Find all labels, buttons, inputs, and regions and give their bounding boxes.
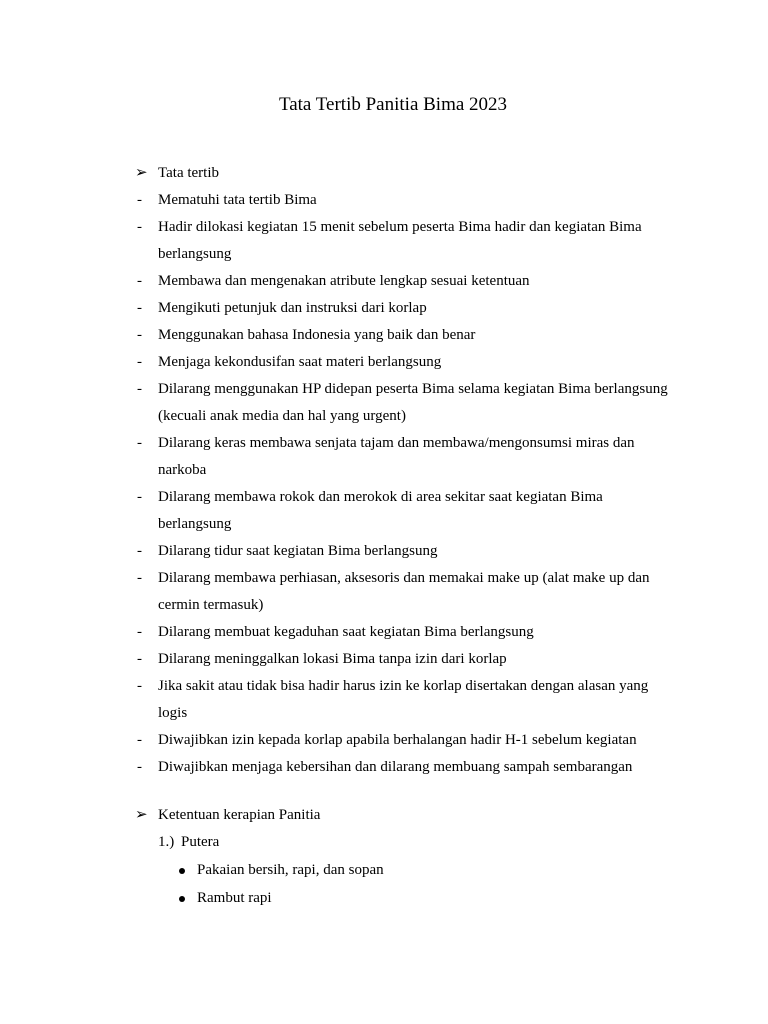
arrow-bullet-icon: ➢ xyxy=(135,165,148,181)
list-item-text: logis xyxy=(158,705,188,721)
subheading-label: Putera xyxy=(181,834,220,850)
list-item-text: Mengikuti petunjuk dan instruksi dari korlap xyxy=(158,300,427,316)
list-item-continuation xyxy=(0,700,768,727)
bullet-dot-icon xyxy=(179,868,185,874)
list-item-continuation xyxy=(0,457,768,484)
list-item-text: Menjaga kekondusifan saat materi berlangsung xyxy=(158,354,442,370)
list-item-text: Dilarang membawa rokok dan merokok di area sekitar saat kegiatan Bima xyxy=(158,489,603,505)
dash-bullet: - xyxy=(137,300,142,316)
list-item xyxy=(0,538,768,565)
list-item-text: Dilarang tidur saat kegiatan Bima berlangsung xyxy=(158,543,438,559)
list-item xyxy=(0,295,768,322)
document-title: Tata Tertib Panitia Bima 2023 xyxy=(278,94,508,115)
bullet-text: Pakaian bersih, rapi, dan sopan xyxy=(197,862,384,878)
list-item-text: Membawa dan mengenakan atribute lengkap sesuai ketentuan xyxy=(158,273,530,289)
list-item xyxy=(0,187,768,214)
list-item xyxy=(0,754,768,781)
dash-bullet: - xyxy=(137,543,142,559)
bullet-text: Rambut rapi xyxy=(197,890,272,906)
numbered-subheading xyxy=(0,829,768,856)
list-item xyxy=(0,376,768,403)
list-item-text: Dilarang meninggalkan lokasi Bima tanpa izin dari korlap xyxy=(158,651,507,667)
list-item-text: Diwajibkan menjaga kebersihan dan dilarang membuang sampah sembarangan xyxy=(158,759,633,775)
arrow-bullet-icon: ➢ xyxy=(135,807,148,823)
section-heading-line xyxy=(0,802,768,829)
dash-bullet: - xyxy=(137,327,142,343)
bullet-dot-icon xyxy=(179,896,185,902)
list-item-text: Diwajibkan izin kepada korlap apabila berhalangan hadir H-1 sebelum kegiatan xyxy=(158,732,637,748)
list-item-text: narkoba xyxy=(158,462,207,478)
bullet-item xyxy=(0,857,768,884)
dash-bullet: - xyxy=(137,678,142,694)
dash-bullet: - xyxy=(137,381,142,397)
dash-bullet: - xyxy=(137,192,142,208)
dash-bullet: - xyxy=(137,759,142,775)
list-item-continuation xyxy=(0,403,768,430)
section-heading: Ketentuan kerapian Panitia xyxy=(158,807,321,823)
list-item-text: Jika sakit atau tidak bisa hadir harus izin ke korlap disertakan dengan alasan yang xyxy=(158,678,649,694)
dash-bullet: - xyxy=(137,732,142,748)
list-item-continuation xyxy=(0,241,768,268)
section-heading-line xyxy=(0,160,768,187)
dash-bullet: - xyxy=(137,435,142,451)
list-item-text: Hadir dilokasi kegiatan 15 menit sebelum peserta Bima hadir dan kegiatan Bima xyxy=(158,219,642,235)
list-item-text: Dilarang keras membawa senjata tajam dan membawa/mengonsumsi miras dan xyxy=(158,435,635,451)
list-item xyxy=(0,349,768,376)
dash-bullet: - xyxy=(137,354,142,370)
dash-bullet: - xyxy=(137,219,142,235)
list-item-text: berlangsung xyxy=(158,246,232,262)
bullet-item xyxy=(0,885,768,912)
list-item-text: berlangsung xyxy=(158,516,232,532)
list-item-text: Mematuhi tata tertib Bima xyxy=(158,192,317,208)
dash-bullet: - xyxy=(137,651,142,667)
list-item xyxy=(0,430,768,457)
list-item-text: Dilarang membuat kegaduhan saat kegiatan Bima berlangsung xyxy=(158,624,534,640)
list-item xyxy=(0,484,768,511)
section-heading: Tata tertib xyxy=(158,165,220,181)
list-item xyxy=(0,268,768,295)
list-item xyxy=(0,565,768,592)
list-item-text: Dilarang membawa perhiasan, aksesoris dan memakai make up (alat make up dan xyxy=(158,570,650,586)
list-item xyxy=(0,673,768,700)
list-item-text: Menggunakan bahasa Indonesia yang baik dan benar xyxy=(158,327,476,343)
list-item xyxy=(0,214,768,241)
dash-bullet: - xyxy=(137,489,142,505)
dash-bullet: - xyxy=(137,273,142,289)
list-item xyxy=(0,646,768,673)
list-item xyxy=(0,727,768,754)
list-item-continuation xyxy=(0,511,768,538)
dash-bullet: - xyxy=(137,570,142,586)
list-item xyxy=(0,322,768,349)
list-item-text: cermin termasuk) xyxy=(158,597,264,613)
list-item xyxy=(0,619,768,646)
list-item-continuation xyxy=(0,592,768,619)
list-number: 1.) xyxy=(158,834,175,850)
list-item-text: (kecuali anak media dan hal yang urgent) xyxy=(158,408,406,424)
dash-bullet: - xyxy=(137,624,142,640)
list-item-text: Dilarang menggunakan HP didepan peserta Bima selama kegiatan Bima berlangsung xyxy=(158,381,668,397)
